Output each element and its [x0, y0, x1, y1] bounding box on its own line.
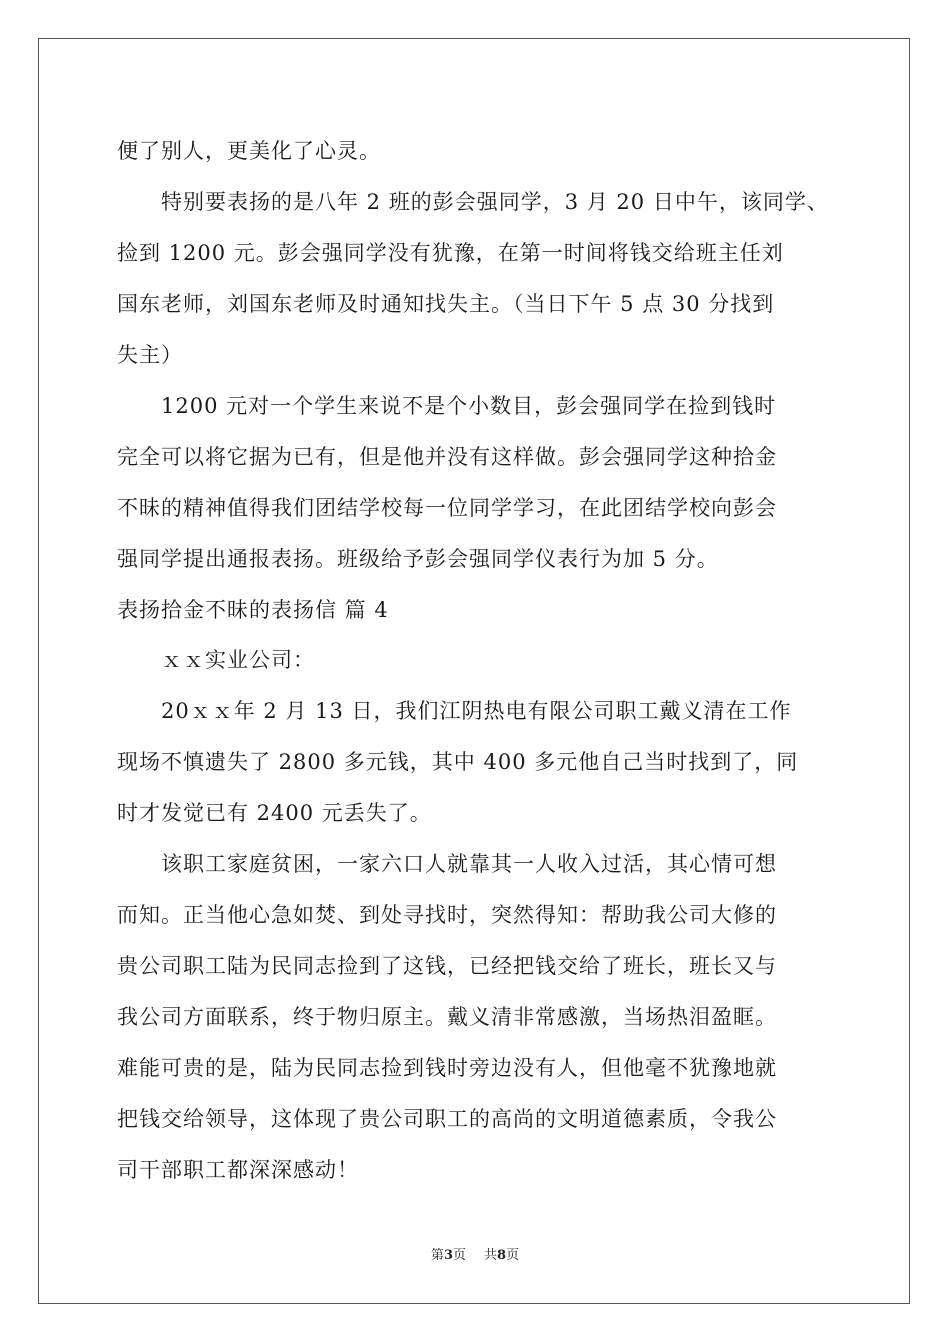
- text-line: 强同学提出通报表扬。班级给予彭会强同学仪表行为加 5 分。: [117, 547, 719, 571]
- text-line: 1200 元对一个学生来说不是个小数目，彭会强同学在捡到钱时: [117, 394, 777, 418]
- section-heading: 表扬拾金不昧的表扬信 篇 4: [117, 598, 389, 622]
- page-suffix: 页: [452, 1248, 466, 1263]
- text-line: 把钱交给领导，这体现了贵公司职工的高尚的文明道德素质，令我公: [117, 1107, 777, 1131]
- document-body: [117, 126, 833, 1196]
- text-line: 司干部职工都深深感动！: [117, 1158, 359, 1182]
- total-prefix: 共: [484, 1248, 498, 1263]
- salutation-line: ｘｘ实业公司：: [117, 648, 315, 672]
- text-line: 该职工家庭贫困，一家六口人就靠其一人收入过活，其心情可想: [117, 852, 777, 876]
- text-line: 难能可贵的是，陆为民同志捡到钱时旁边没有人，但他毫不犹豫地就: [117, 1056, 777, 1080]
- text-line: 特别要表扬的是八年 2 班的彭会强同学，3 月 20 日中午，该同学、: [117, 190, 829, 214]
- text-line: 国东老师，刘国东老师及时通知找失主。（当日下午 5 点 30 分找到: [117, 292, 775, 316]
- page-current: 3: [443, 1248, 453, 1263]
- page-total: 8: [497, 1248, 507, 1263]
- text-line: 失主）: [117, 343, 183, 367]
- text-line: 时才发觉已有 2400 元丢失了。: [117, 801, 432, 825]
- total-suffix: 页: [506, 1248, 520, 1263]
- page-footer: [0, 1244, 950, 1263]
- text-line: 贵公司职工陆为民同志捡到了这钱，已经把钱交给了班长，班长又与: [117, 954, 777, 978]
- text-line: 现场不慎遗失了 2800 多元钱，其中 400 多元他自己当时找到了，同: [117, 750, 799, 774]
- text-line: 完全可以将它据为已有，但是他并没有这样做。彭会强同学这种拾金: [117, 445, 777, 469]
- text-line: 而知。正当他心急如焚、到处寻找时，突然得知：帮助我公司大修的: [117, 903, 777, 927]
- text-line: 不昧的精神值得我们团结学校每一位同学学习，在此团结学校向彭会: [117, 496, 777, 520]
- text-line: 我公司方面联系，终于物归原主。戴义清非常感激，当场热泪盈眶。: [117, 1005, 777, 1029]
- text-line: 捡到 1200 元。彭会强同学没有犹豫，在第一时间将钱交给班主任刘: [117, 241, 784, 265]
- text-line: 20ｘｘ年 2 月 13 日，我们江阴热电有限公司职工戴义清在工作: [117, 699, 792, 723]
- page-prefix: 第: [430, 1248, 444, 1263]
- text-line: 便了别人，更美化了心灵。: [117, 139, 381, 163]
